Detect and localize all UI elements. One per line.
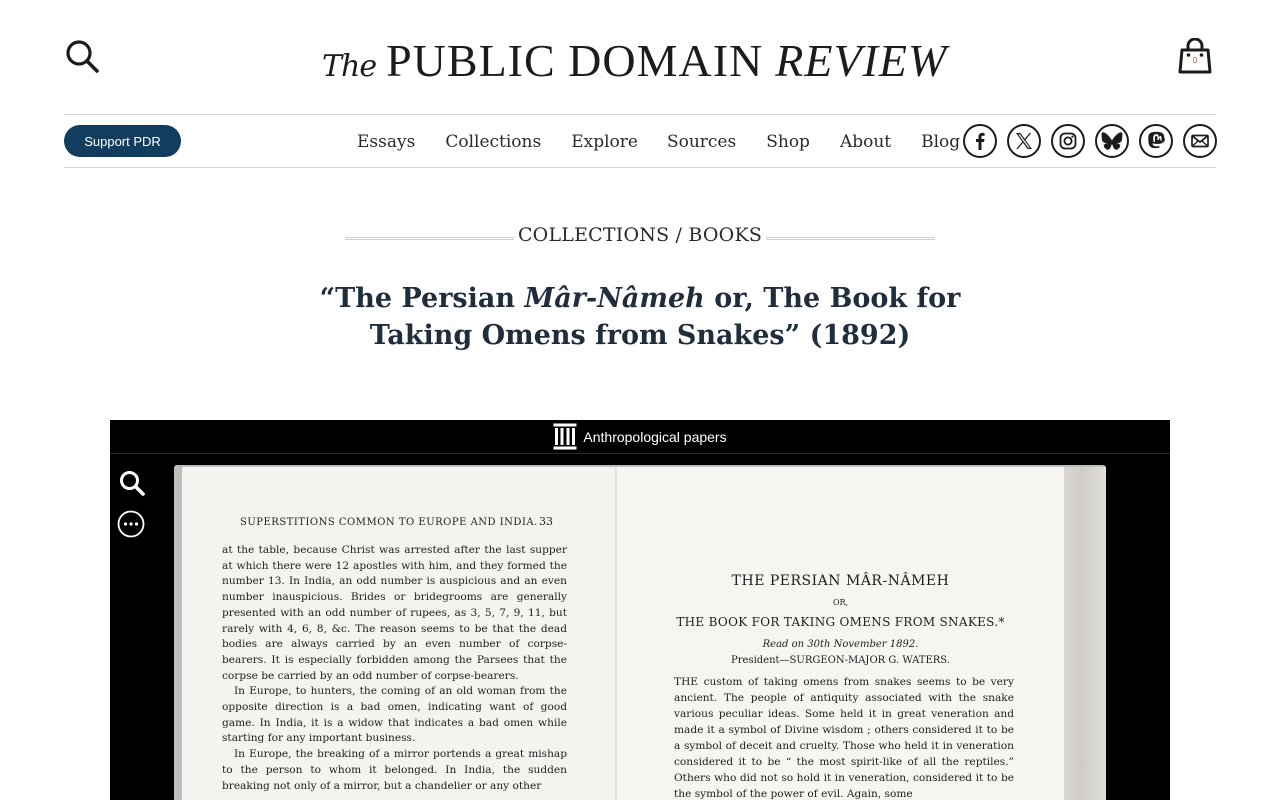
logo-main: PUBLIC DOMAIN [386,35,764,86]
social-links [963,124,1217,158]
title-part-1: “The Persian [319,283,525,314]
page-text: THE custom of taking omens from snakes seems to be very ancient. The people of antiquity associated with the snake various peculiar ideas. Some held it in great veneration and made it a symbol of Divine wisdom ; others considered it to be a symbol of deceit and cruelty. Those who held it in veneration considered it to be “ the most spirit-like of all the reptiles.” Others who did not so hold it in veneration, considered it to be the symbol of the power of evil. Again, some [674,676,1014,800]
page-text [222,543,567,794]
paragraph: In Europe, the breaking of a mirror portends a great mishap to the person to whom it belonged. In India, the sudden breaking not only of a mirror, but a chandelier or any other [222,748,567,792]
mastodon-icon[interactable] [1139,124,1173,158]
viewer-search-icon[interactable] [118,469,146,497]
chapter-subheading: THE BOOK FOR TAKING OMENS FROM SNAKES.* [676,615,1005,629]
book-page-left[interactable] [182,467,616,800]
read-date: Read on 30th November 1892. [762,639,919,650]
search-icon[interactable] [64,38,100,74]
facebook-icon[interactable] [963,124,997,158]
support-pdr-button[interactable]: Support PDR [64,125,181,157]
shopping-bag-icon[interactable] [1178,38,1212,74]
archive-building-icon [553,423,577,450]
title-italic: Mâr-Nâmeh [524,283,705,314]
site-header [0,0,1280,115]
logo-review: REVIEW [775,35,948,86]
nav-divider [64,167,1216,168]
nav-sources[interactable]: Sources [666,132,737,152]
nav-explore[interactable]: Explore [571,132,638,152]
header-divider [64,114,1216,115]
book-page-edges [1064,467,1106,800]
book-viewer[interactable] [110,420,1170,800]
more-options-icon[interactable] [117,510,145,538]
x-icon[interactable] [1007,124,1041,158]
breadcrumb[interactable]: COLLECTIONS / BOOKS [517,224,763,246]
section-rule-right [766,237,935,240]
book-page-right[interactable] [617,467,1064,800]
cart-count: 0 [1192,56,1198,65]
nav-collections[interactable]: Collections [445,132,542,152]
viewer-title-bar [110,420,1170,454]
title-part-2: or, The Book for Taking Omens from Snakes” (1892) [369,283,961,351]
running-head: SUPERSTITIONS COMMON TO EUROPE AND INDIA. [240,517,538,528]
chapter-or: OR, [832,598,849,607]
instagram-icon[interactable] [1051,124,1085,158]
logo-the: The [322,49,377,84]
page-title [300,280,980,354]
nav-blog[interactable]: Blog [921,132,961,152]
paragraph: In Europe, to hunters, the coming of an old woman from the opposite direction is a bad omen, indicating want of good game. In India, it is a widow that indicates a bad omen while starting for any important business. [222,685,567,745]
collection-label[interactable]: Anthropological papers [583,428,727,445]
president-line: President—SURGEON-MAJOR G. WATERS. [731,655,950,666]
section-rule-left [345,237,514,240]
main-nav [357,128,960,156]
site-logo[interactable] [322,34,958,86]
email-icon[interactable] [1183,124,1217,158]
page-number: 33 [539,515,553,528]
bluesky-icon[interactable] [1095,124,1129,158]
nav-essays[interactable]: Essays [357,132,416,152]
nav-shop[interactable]: Shop [766,132,810,152]
nav-about[interactable]: About [839,132,892,152]
paragraph: at the table, because Christ was arrested after the last supper at which there were 12 apostles with him, and they formed the number 13. In India, an odd number is auspicious and an even number inauspicious. Brides or bridegrooms are generally presented with an odd number of rupees, as 3, 5, 7, 9, 11, but rarely with 4, 6, 8, &c. The reason seems to be that the dead bodies are always carried by an even number of corpse-bearers. It is especially forbidden among the Parsees that the corpse be carried by an odd number of corpse-bearers. [222,544,567,682]
chapter-heading: THE PERSIAN MÂR-NÂMEH [731,573,950,589]
book-spread[interactable] [174,465,1106,800]
